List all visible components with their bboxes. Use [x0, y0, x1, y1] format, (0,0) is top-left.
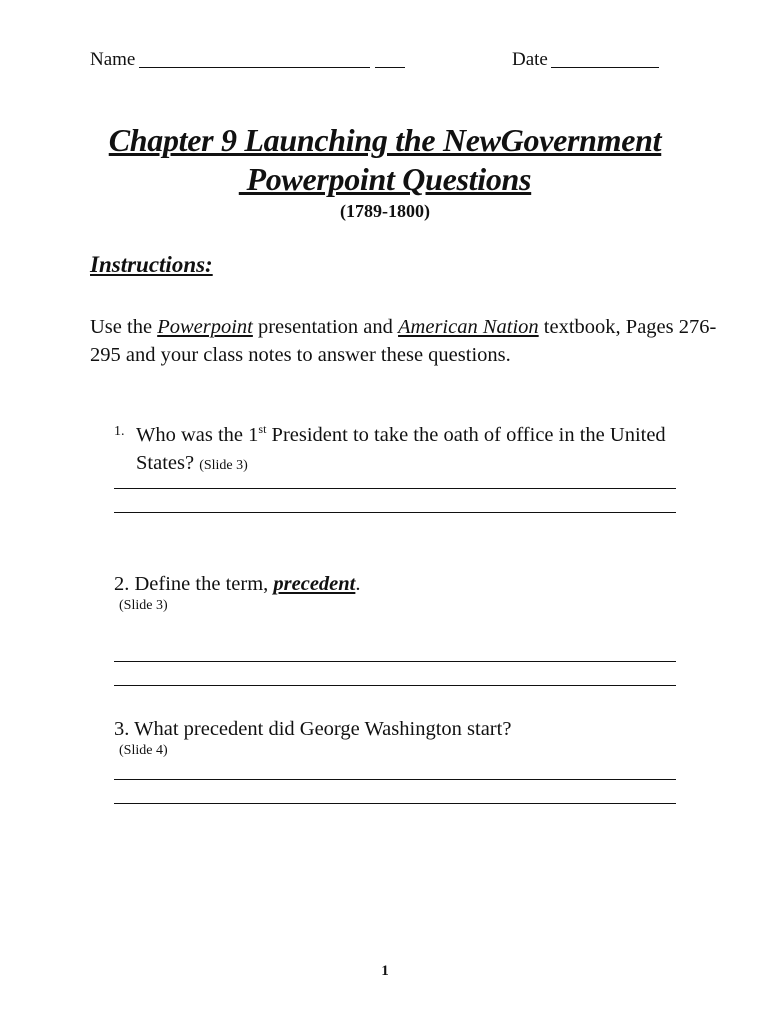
question-3-answer-line[interactable] — [114, 779, 676, 780]
name-label: Name — [90, 49, 136, 70]
question-3-text: 3. What precedent did George Washington start? — [114, 718, 512, 740]
question-2-term: precedent — [273, 573, 356, 595]
question-1-number: 1. — [114, 424, 125, 439]
question-3-slide-ref: (Slide 4) — [119, 743, 168, 758]
question-2-text — [114, 570, 361, 598]
question-1-answer-line[interactable] — [114, 512, 676, 513]
question-1-slide-ref: (Slide 3) — [199, 457, 248, 473]
question-2-text-pre: 2. Define the term, — [114, 573, 274, 595]
name-blank-line[interactable] — [139, 67, 370, 68]
title-line-2: Powerpoint Questions — [238, 161, 532, 197]
instructions-text-pre: Use the — [90, 316, 158, 338]
name-blank-line-short[interactable] — [375, 67, 405, 68]
question-2-slide-ref: (Slide 3) — [119, 598, 168, 613]
instructions-source-powerpoint: Powerpoint — [157, 316, 253, 338]
title-line-1: Chapter 9 Launching the NewGovernment — [108, 122, 662, 158]
question-1-answer-line[interactable] — [114, 488, 676, 489]
date-label: Date — [512, 49, 548, 70]
instructions-text — [90, 313, 730, 369]
instructions-source-textbook: American Nation — [398, 316, 539, 338]
question-1-ordinal-suffix: st — [258, 422, 267, 436]
instructions-text-mid: presentation and — [252, 316, 399, 338]
question-2-text-post: . — [355, 573, 361, 595]
instructions-heading: Instructions: — [90, 252, 213, 277]
question-2-answer-line[interactable] — [114, 685, 676, 686]
question-2-answer-line[interactable] — [114, 661, 676, 662]
date-blank-line[interactable] — [551, 67, 659, 68]
title-years: (1789-1800) — [340, 201, 430, 221]
question-1-text-pre: Who was the 1 — [136, 423, 259, 446]
question-3-answer-line[interactable] — [114, 803, 676, 804]
instructions-text-post: textbook, Pages 276-295 and your class notes to answer these questions. — [90, 316, 717, 366]
question-1-text-post: President to take the oath of office in the United States? — [136, 423, 666, 474]
page-number: 1 — [381, 963, 389, 979]
question-1-text — [136, 415, 696, 480]
